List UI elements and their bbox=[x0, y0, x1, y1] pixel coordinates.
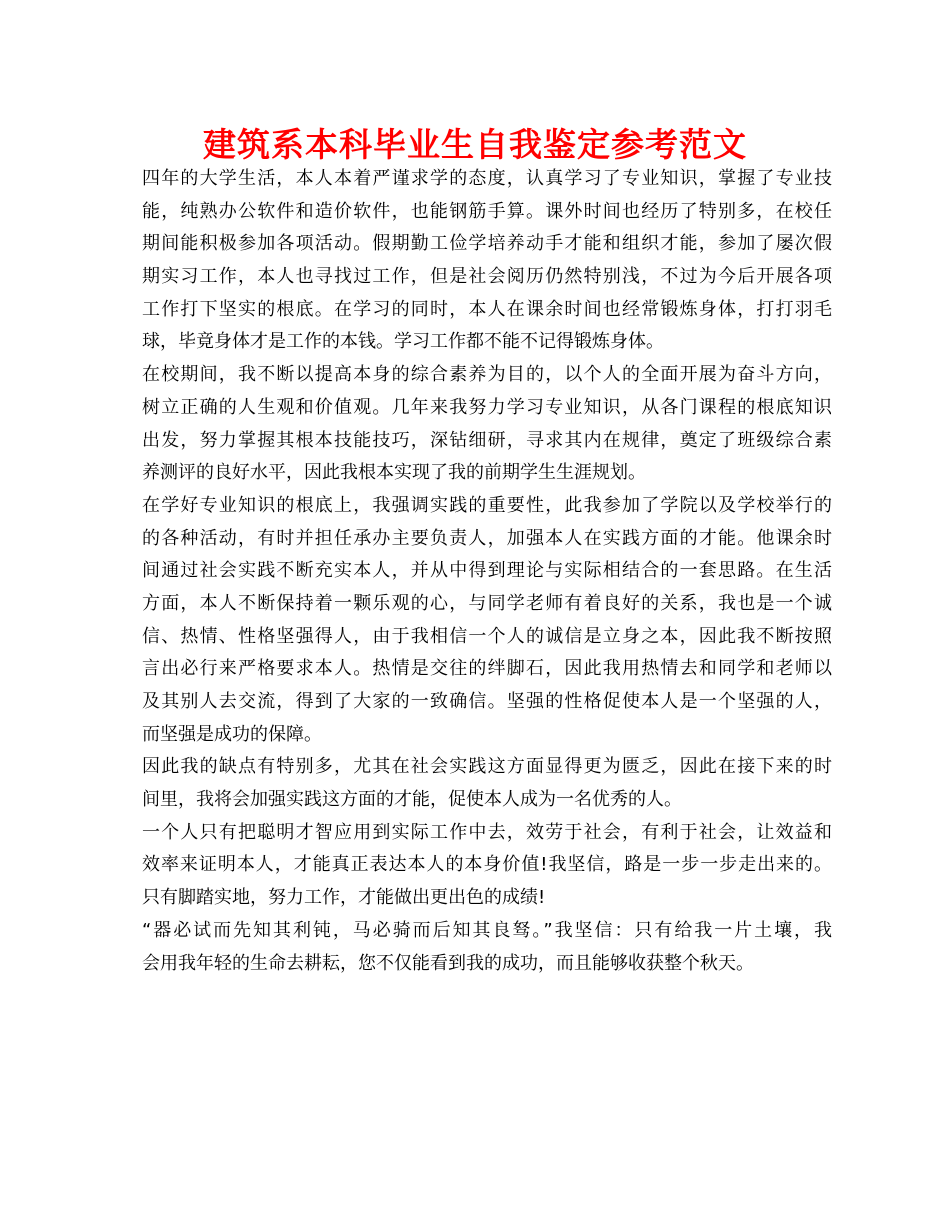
text-line: 能，纯熟办公软件和造价软件，也能钢筋手算。课外时间也经历了特别多，在校任 bbox=[142, 200, 832, 222]
text-line: 间通过社会实践不断充实本人，并从中得到理论与实际相结合的一套思路。在生活 bbox=[142, 560, 832, 582]
text-line: 在学好专业知识的根底上，我强调实践的重要性，此我参加了学院以及学校举行的 bbox=[142, 494, 832, 516]
text-line: 及其别人去交流，得到了大家的一致确信。坚强的性格促使本人是一个坚强的人， bbox=[142, 691, 832, 712]
text-line: 球，毕竟身体才是工作的本钱。学习工作都不能不记得锻炼身体。 bbox=[142, 331, 664, 353]
text-line: 方面，本人不断保持着一颗乐观的心，与同学老师有着良好的关系，我也是一个诚 bbox=[142, 592, 832, 614]
text-line: 因此我的缺点有特别多，尤其在社会实践这方面显得更为匮乏，因此在接下来的时 bbox=[142, 756, 832, 778]
text-line: 而坚强是成功的保障。 bbox=[142, 723, 322, 745]
text-line: 间里，我将会加强实践这方面的才能，促使本人成为一名优秀的人。 bbox=[142, 789, 682, 811]
text-line: 期实习工作，本人也寻找过工作，但是社会阅历仍然特别浅，不过为今后开展各项 bbox=[142, 266, 832, 288]
text-line: 养测评的良好水平，因此我根本实现了我的前期学生生涯规划。 bbox=[142, 462, 646, 484]
text-line: 只有脚踏实地，努力工作，才能做出更出色的成绩! bbox=[142, 887, 546, 909]
text-line: 出发，努力掌握其根本技能技巧，深钻细研，寻求其内在规律，奠定了班级综合素 bbox=[142, 429, 832, 451]
text-line: 在校期间，我不断以提高本身的综合素养为目的，以个人的全面开展为奋斗方向， bbox=[142, 364, 832, 386]
document-body bbox=[142, 163, 832, 980]
text-line: 四年的大学生活，本人本着严谨求学的态度，认真学习了专业知识，掌握了专业技 bbox=[142, 168, 832, 189]
text-line: 言出必行来严格要求本人。热情是交往的绊脚石，因此我用热情去和同学和老师以 bbox=[142, 658, 832, 680]
text-line: 树立正确的人生观和价值观。几年来我努力学习专业知识，从各门课程的根底知识 bbox=[142, 396, 832, 418]
text-line: 会用我年轻的生命去耕耘，您不仅能看到我的成功，而且能够收获整个秋天。 bbox=[142, 952, 754, 974]
text-line: 的各种活动，有时并担任承办主要负责人，加强本人在实践方面的才能。他课余时 bbox=[142, 527, 832, 549]
text-line: 工作打下坚实的根底。在学习的同时，本人在课余时间也经常锻炼身体，打打羽毛 bbox=[142, 298, 832, 320]
document-title: 建筑系本科毕业生自我鉴定参考范文 bbox=[203, 125, 747, 164]
text-line: 效率来证明本人，才能真正表达本人的本身价值!我坚信，路是一步一步走出来的。 bbox=[142, 854, 832, 876]
text-line: “器必试而先知其利钝，马必骑而后知其良驽。”我坚信：只有给我一片土壤，我 bbox=[142, 919, 832, 941]
text-line: 期间能积极参加各项活动。假期勤工俭学培养动手才能和组织才能，参加了屡次假 bbox=[142, 233, 832, 255]
text-line: 信、热情、性格坚强得人，由于我相信一个人的诚信是立身之本，因此我不断按照 bbox=[142, 625, 832, 647]
text-line: 一个人只有把聪明才智应用到实际工作中去，效劳于社会，有利于社会，让效益和 bbox=[142, 821, 832, 843]
